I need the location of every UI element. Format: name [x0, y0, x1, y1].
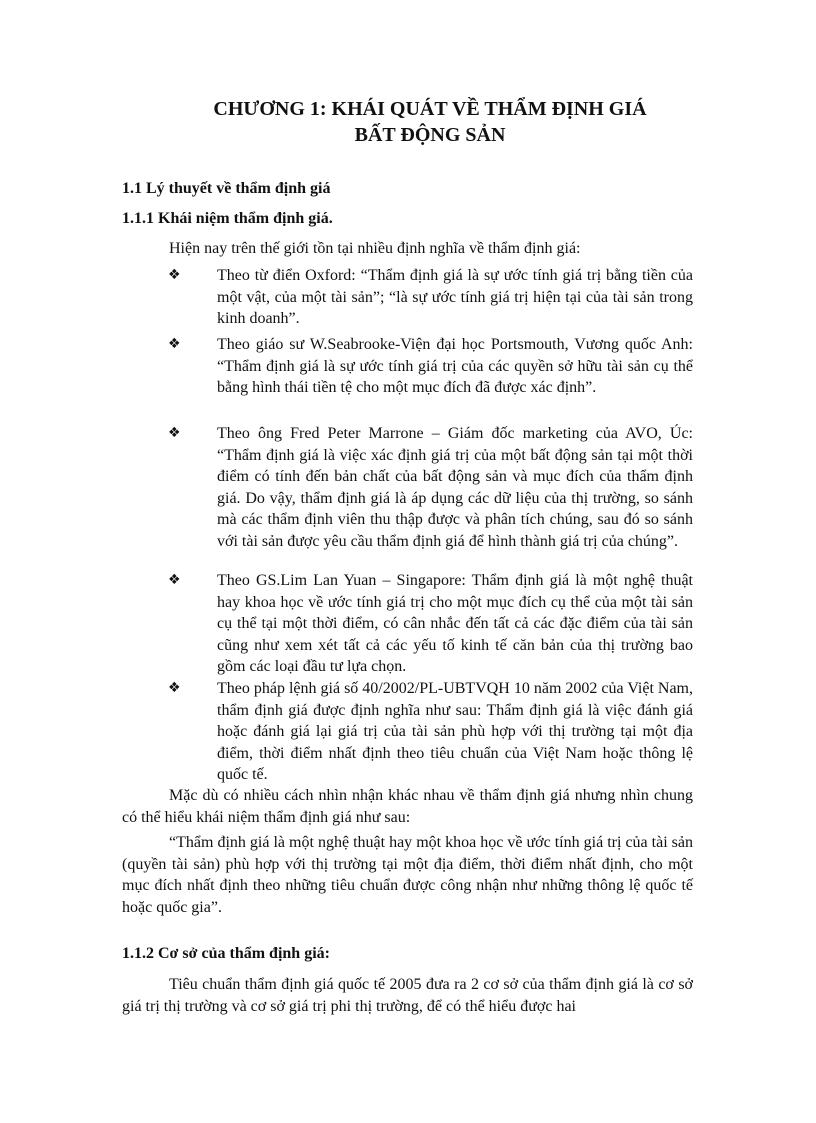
definition-bullet-oxford	[122, 265, 693, 330]
bullet-text: Theo GS.Lim Lan Yuan – Singapore: Thẩm định giá là một nghệ thuật hay khoa học về ước tính giá trị cho một mục đích cụ thể của một tài sản cụ thể tại một thời điểm, có cân nhắc đến tất cả các đặc điểm của tài sản cũng như xem xét tất cả các yếu tố kinh tế căn bản của thị trường bao gồm các loại đầu tư lựa chọn.	[217, 572, 693, 675]
chapter-title-line-1: CHƯƠNG 1: KHÁI QUÁT VỀ THẨM ĐỊNH GIÁ	[213, 98, 647, 120]
section-heading-1-1-1: 1.1.1 Khái niệm thẩm định giá.	[122, 210, 333, 227]
bullet-text: Theo pháp lệnh giá số 40/2002/PL-UBTVQH 10 năm 2002 của Việt Nam, thẩm định giá được định nghĩa như sau: Thẩm định giá là việc đánh giá hoặc đánh giá lại giá trị của tài sản phù hợp với thị trường tại một địa điểm, thời điểm nhất định theo tiêu chuẩn của Việt Nam hoặc thông lệ quốc tế.	[217, 680, 693, 783]
diamond-bullet-icon: ❖	[168, 336, 181, 352]
bullet-text: Theo giáo sư W.Seabrooke-Viện đại học Portsmouth, Vương quốc Anh: “Thẩm định giá là sự ước tính giá trị của các quyền sở hữu tài sản cụ thể bằng hình thái tiền tệ cho một mục đích đã được xác định”.	[217, 336, 693, 396]
intro-paragraph: Hiện nay trên thế giới tồn tại nhiều định nghĩa về thẩm định giá:	[169, 240, 581, 257]
diamond-bullet-icon: ❖	[168, 680, 181, 696]
definition-bullet-vietnam-ordinance	[122, 678, 693, 786]
bullet-text: Theo từ điển Oxford: “Thẩm định giá là sự ước tính giá trị bằng tiền của một vật, của một tài sản”; “là sự ước tính giá trị hiện tại của tài sản trong kinh doanh”.	[217, 267, 693, 327]
definition-bullet-lim-lan-yuan	[122, 570, 693, 678]
basis-paragraph: Tiêu chuẩn thẩm định giá quốc tế 2005 đưa ra 2 cơ sở của thẩm định giá là cơ sở giá trị thị trường và cơ sở giá trị phi thị trường, để có thể hiểu được hai	[122, 976, 693, 1015]
bullet-text: Theo ông Fred Peter Marrone – Giám đốc marketing của AVO, Úc: “Thẩm định giá là việc xác định giá trị của một bất động sản tại một thời điểm có tính đến bản chất của bất động sản và mục đích của thẩm định giá. Do vậy, thẩm định giá là áp dụng các dữ liệu của thị trường, so sánh mà các thẩm định viên thu thập được và phân tích chúng, sau đó so sánh với tài sản được yêu cầu thẩm định giá để hình thành giá trị của chúng”.	[217, 425, 693, 550]
chapter-title-line-2: BẤT ĐỘNG SẢN	[354, 124, 506, 146]
chapter-title	[120, 96, 740, 148]
summary-paragraph: Mặc dù có nhiều cách nhìn nhận khác nhau về thẩm định giá nhưng nhìn chung có thể hiểu khái niệm thẩm định giá như sau:	[122, 787, 693, 826]
diamond-bullet-icon: ❖	[168, 425, 181, 441]
diamond-bullet-icon: ❖	[168, 267, 181, 283]
definition-quote: “Thẩm định giá là một nghệ thuật hay một khoa học về ước tính giá trị của tài sản (quyền tài sản) phù hợp với thị trường tại một địa điểm, thời điểm nhất định, cho một mục đích nhất định theo những tiêu chuẩn được công nhận như những thông lệ quốc tế hoặc quốc gia”.	[122, 834, 693, 916]
section-heading-1-1: 1.1 Lý thuyết về thẩm định giá	[122, 180, 331, 197]
definition-bullet-seabrooke	[122, 334, 693, 399]
definition-bullet-marrone	[122, 423, 693, 552]
section-heading-1-1-2: 1.1.2 Cơ sở của thẩm định giá:	[122, 945, 330, 962]
diamond-bullet-icon: ❖	[168, 572, 181, 588]
